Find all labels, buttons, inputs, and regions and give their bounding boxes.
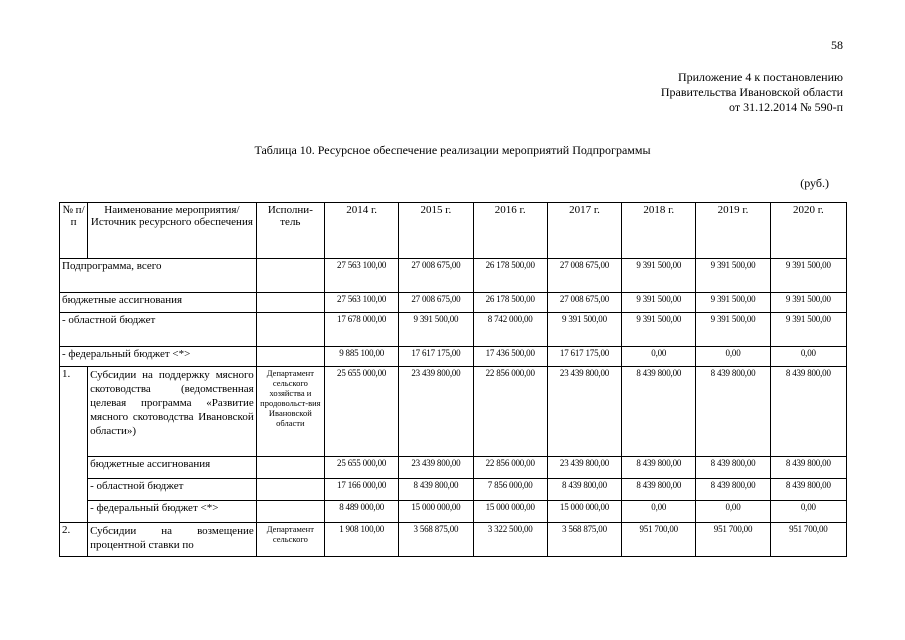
units-label: (руб.) bbox=[800, 176, 829, 190]
appendix-line: Приложение 4 к постановлению bbox=[677, 70, 843, 84]
row-value: 25 655 000,00 bbox=[324, 457, 398, 479]
table-header-row bbox=[60, 203, 847, 259]
row-value: 27 008 675,00 bbox=[399, 293, 473, 313]
row-name: - федеральный бюджет <*> bbox=[60, 347, 257, 367]
row-executor: Департамент сельского хозяйства и продовольст-вия Ивановской области bbox=[256, 367, 324, 457]
row-value: 8 439 800,00 bbox=[696, 457, 770, 479]
row-value: 0,00 bbox=[696, 347, 770, 367]
resource-table bbox=[59, 202, 847, 557]
row-name: Субсидии на возмещение процентной ставки по bbox=[88, 523, 257, 557]
header-no: № п/п bbox=[60, 203, 88, 259]
row-name: Субсидии на поддержку мясного скотоводства (ведомственная целевая программа «Развитие мясного скотоводства Ивановской области») bbox=[88, 367, 257, 457]
header-executor: Исполни-тель bbox=[256, 203, 324, 259]
row-value: 8 439 800,00 bbox=[622, 479, 696, 501]
row-value: 9 391 500,00 bbox=[622, 313, 696, 347]
row-value: 8 439 800,00 bbox=[622, 457, 696, 479]
row-value: 8 439 800,00 bbox=[547, 479, 621, 501]
table-row bbox=[60, 523, 847, 557]
table-row bbox=[60, 313, 847, 347]
row-value: 9 391 500,00 bbox=[770, 313, 846, 347]
table-row bbox=[60, 501, 847, 523]
row-executor: Департамент сельского bbox=[256, 523, 324, 557]
row-value: 9 391 500,00 bbox=[622, 293, 696, 313]
header-year: 2019 г. bbox=[696, 203, 770, 259]
row-value: 23 439 800,00 bbox=[399, 367, 473, 457]
row-value: 23 439 800,00 bbox=[399, 457, 473, 479]
row-value: 22 856 000,00 bbox=[473, 457, 547, 479]
row-value: 9 391 500,00 bbox=[696, 313, 770, 347]
row-value: 9 391 500,00 bbox=[770, 293, 846, 313]
row-name: бюджетные ассигнования bbox=[88, 457, 257, 479]
table-row bbox=[60, 479, 847, 501]
header-year: 2015 г. bbox=[399, 203, 473, 259]
row-value: 22 856 000,00 bbox=[473, 367, 547, 457]
row-value: 951 700,00 bbox=[770, 523, 846, 557]
appendix-line: от 31.12.2014 № 590-п bbox=[729, 100, 843, 114]
row-name: бюджетные ассигнования bbox=[60, 293, 257, 313]
row-value: 3 568 875,00 bbox=[399, 523, 473, 557]
header-year: 2018 г. bbox=[622, 203, 696, 259]
row-value: 7 856 000,00 bbox=[473, 479, 547, 501]
row-value: 0,00 bbox=[622, 347, 696, 367]
row-value: 951 700,00 bbox=[696, 523, 770, 557]
table-row bbox=[60, 293, 847, 313]
row-value: 8 439 800,00 bbox=[696, 479, 770, 501]
row-value: 8 439 800,00 bbox=[770, 479, 846, 501]
page-number: 58 bbox=[831, 38, 843, 52]
row-value: 9 885 100,00 bbox=[324, 347, 398, 367]
row-value: 9 391 500,00 bbox=[770, 259, 846, 293]
row-executor bbox=[256, 479, 324, 501]
row-value: 8 439 800,00 bbox=[399, 479, 473, 501]
appendix-line: Правительства Ивановской области bbox=[660, 85, 843, 99]
row-value: 9 391 500,00 bbox=[696, 259, 770, 293]
row-executor bbox=[256, 313, 324, 347]
header-year: 2020 г. bbox=[770, 203, 846, 259]
header-name: Наименование мероприятия/Источник ресурсного обеспечения bbox=[88, 203, 257, 259]
row-name: - областной бюджет bbox=[88, 479, 257, 501]
header-year: 2016 г. bbox=[473, 203, 547, 259]
row-value: 0,00 bbox=[696, 501, 770, 523]
row-value: 8 489 000,00 bbox=[324, 501, 398, 523]
row-executor bbox=[256, 347, 324, 367]
row-value: 8 439 800,00 bbox=[696, 367, 770, 457]
row-value: 0,00 bbox=[622, 501, 696, 523]
row-value: 27 563 100,00 bbox=[324, 293, 398, 313]
row-value: 3 568 875,00 bbox=[547, 523, 621, 557]
row-value: 17 166 000,00 bbox=[324, 479, 398, 501]
row-executor bbox=[256, 259, 324, 293]
row-value: 1 908 100,00 bbox=[324, 523, 398, 557]
row-value: 9 391 500,00 bbox=[696, 293, 770, 313]
row-value: 26 178 500,00 bbox=[473, 293, 547, 313]
row-value: 15 000 000,00 bbox=[547, 501, 621, 523]
row-value: 0,00 bbox=[770, 347, 846, 367]
row-value: 23 439 800,00 bbox=[547, 457, 621, 479]
appendix-note bbox=[661, 70, 843, 115]
row-value: 25 655 000,00 bbox=[324, 367, 398, 457]
row-value: 27 008 675,00 bbox=[547, 259, 621, 293]
row-value: 27 008 675,00 bbox=[547, 293, 621, 313]
row-value: 9 391 500,00 bbox=[547, 313, 621, 347]
row-value: 8 439 800,00 bbox=[770, 457, 846, 479]
row-index: 1. bbox=[60, 367, 88, 523]
row-value: 23 439 800,00 bbox=[547, 367, 621, 457]
row-value: 0,00 bbox=[770, 501, 846, 523]
table-title: Таблица 10. Ресурсное обеспечение реализации мероприятий Подпрограммы bbox=[254, 143, 651, 157]
header-year: 2017 г. bbox=[547, 203, 621, 259]
row-value: 9 391 500,00 bbox=[399, 313, 473, 347]
row-name: - федеральный бюджет <*> bbox=[88, 501, 257, 523]
row-executor bbox=[256, 293, 324, 313]
row-value: 3 322 500,00 bbox=[473, 523, 547, 557]
row-value: 8 439 800,00 bbox=[770, 367, 846, 457]
table-row bbox=[60, 367, 847, 457]
row-value: 9 391 500,00 bbox=[622, 259, 696, 293]
row-value: 951 700,00 bbox=[622, 523, 696, 557]
row-value: 27 563 100,00 bbox=[324, 259, 398, 293]
row-value: 17 436 500,00 bbox=[473, 347, 547, 367]
row-value: 27 008 675,00 bbox=[399, 259, 473, 293]
row-value: 17 617 175,00 bbox=[547, 347, 621, 367]
row-value: 17 617 175,00 bbox=[399, 347, 473, 367]
row-name: Подпрограмма, всего bbox=[60, 259, 257, 293]
row-value: 8 742 000,00 bbox=[473, 313, 547, 347]
row-executor bbox=[256, 501, 324, 523]
row-value: 15 000 000,00 bbox=[473, 501, 547, 523]
row-value: 26 178 500,00 bbox=[473, 259, 547, 293]
row-value: 17 678 000,00 bbox=[324, 313, 398, 347]
header-year: 2014 г. bbox=[324, 203, 398, 259]
row-executor bbox=[256, 457, 324, 479]
table-row bbox=[60, 457, 847, 479]
row-value: 15 000 000,00 bbox=[399, 501, 473, 523]
table-row bbox=[60, 347, 847, 367]
row-index: 2. bbox=[60, 523, 88, 557]
row-value: 8 439 800,00 bbox=[622, 367, 696, 457]
row-name: - областной бюджет bbox=[60, 313, 257, 347]
table-row bbox=[60, 259, 847, 293]
